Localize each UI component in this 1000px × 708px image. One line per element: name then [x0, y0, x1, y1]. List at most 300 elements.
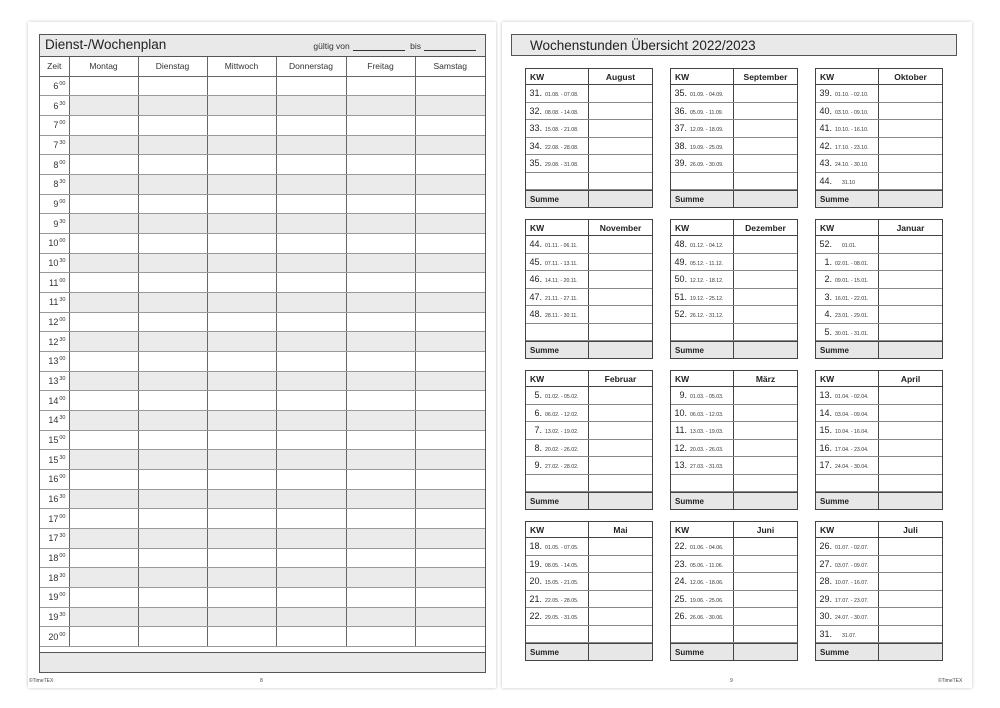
schedule-cell[interactable] — [346, 509, 415, 529]
schedule-cell[interactable] — [415, 587, 485, 607]
schedule-cell[interactable] — [276, 253, 346, 273]
hours-cell[interactable] — [734, 85, 797, 102]
week-number: 34. — [529, 140, 542, 151]
weekly-plan-header — [40, 35, 485, 57]
hours-cell[interactable] — [734, 324, 797, 341]
schedule-cell[interactable] — [415, 312, 485, 332]
schedule-cell[interactable] — [346, 233, 415, 253]
schedule-cell[interactable] — [69, 135, 138, 155]
hours-cell[interactable] — [734, 236, 797, 253]
valid-to-field[interactable] — [424, 43, 476, 51]
hours-cell[interactable] — [589, 289, 652, 306]
schedule-cell[interactable] — [346, 410, 415, 430]
week-label — [526, 405, 589, 422]
schedule-cell[interactable] — [346, 155, 415, 175]
schedule-cell[interactable] — [69, 469, 138, 489]
schedule-cell[interactable] — [138, 174, 207, 194]
month-name: Dezember — [745, 223, 786, 233]
schedule-cell[interactable] — [207, 627, 276, 647]
sum-row — [816, 190, 942, 207]
schedule-cell[interactable] — [346, 489, 415, 509]
hours-cell[interactable] — [589, 254, 652, 271]
schedule-cell[interactable] — [207, 253, 276, 273]
month-name: Oktober — [894, 72, 927, 82]
schedule-cell[interactable] — [276, 96, 346, 116]
sum-cell[interactable] — [589, 493, 652, 509]
week-date-range: 03.04. - 09.04. — [835, 411, 869, 418]
hours-cell[interactable] — [589, 608, 652, 625]
week-number: 20. — [529, 576, 542, 586]
schedule-cell[interactable] — [346, 587, 415, 607]
hours-cell[interactable] — [589, 155, 652, 172]
schedule-cell[interactable] — [69, 528, 138, 548]
schedule-cell[interactable] — [346, 76, 415, 96]
schedule-cell[interactable] — [69, 430, 138, 450]
sum-label: Summe — [671, 342, 734, 358]
hours-cell[interactable] — [879, 103, 942, 120]
schedule-cell[interactable] — [276, 292, 346, 312]
schedule-cell[interactable] — [138, 450, 207, 470]
schedule-cell[interactable] — [69, 587, 138, 607]
month-box-12 — [815, 521, 943, 661]
hours-cell[interactable] — [589, 538, 652, 555]
schedule-cell[interactable] — [415, 568, 485, 588]
hours-cell[interactable] — [589, 440, 652, 457]
hours-cell[interactable] — [879, 608, 942, 625]
schedule-cell[interactable] — [276, 332, 346, 352]
hours-cell[interactable] — [734, 155, 797, 172]
schedule-cell[interactable] — [415, 528, 485, 548]
schedule-cell[interactable] — [138, 76, 207, 96]
week-date-range: 27.02. - 28.02. — [545, 464, 579, 470]
time-row — [40, 351, 485, 371]
hours-cell[interactable] — [734, 103, 797, 120]
valid-from-field[interactable] — [353, 43, 405, 51]
schedule-cell[interactable] — [415, 233, 485, 253]
hours-cell[interactable] — [589, 85, 652, 102]
schedule-cell[interactable] — [415, 627, 485, 647]
sum-cell[interactable] — [734, 644, 797, 660]
hours-cell[interactable] — [589, 591, 652, 608]
week-label — [526, 440, 589, 457]
schedule-cell[interactable] — [207, 214, 276, 234]
schedule-cell[interactable] — [69, 391, 138, 411]
week-row — [816, 387, 942, 405]
schedule-cell[interactable] — [276, 430, 346, 450]
hours-cell[interactable] — [589, 387, 652, 404]
schedule-cell[interactable] — [138, 233, 207, 253]
schedule-cell[interactable] — [138, 115, 207, 135]
hours-cell[interactable] — [879, 538, 942, 555]
hours-cell[interactable] — [734, 475, 797, 492]
schedule-cell[interactable] — [276, 568, 346, 588]
schedule-cell[interactable] — [207, 607, 276, 627]
schedule-cell[interactable] — [138, 214, 207, 234]
schedule-cell[interactable] — [346, 135, 415, 155]
schedule-cell[interactable] — [346, 391, 415, 411]
schedule-cell[interactable] — [207, 450, 276, 470]
schedule-cell[interactable] — [207, 391, 276, 411]
hours-cell[interactable] — [734, 422, 797, 439]
hours-cell[interactable] — [589, 138, 652, 155]
schedule-cell[interactable] — [207, 430, 276, 450]
hours-cell[interactable] — [589, 422, 652, 439]
week-number: 42. — [819, 140, 832, 151]
schedule-cell[interactable] — [69, 292, 138, 312]
schedule-cell[interactable] — [346, 194, 415, 214]
week-label — [671, 306, 734, 323]
schedule-cell[interactable] — [276, 548, 346, 568]
schedule-cell[interactable] — [276, 351, 346, 371]
week-row — [526, 85, 652, 103]
schedule-cell[interactable] — [207, 587, 276, 607]
time-label — [40, 607, 69, 627]
schedule-cell[interactable] — [207, 194, 276, 214]
schedule-cell[interactable] — [69, 548, 138, 568]
schedule-cell[interactable] — [346, 214, 415, 234]
schedule-cell[interactable] — [69, 607, 138, 627]
schedule-cell[interactable] — [207, 568, 276, 588]
schedule-cell[interactable] — [415, 371, 485, 391]
week-date-range: 01.09. - 04.09. — [690, 92, 724, 98]
week-number: 14. — [819, 407, 832, 418]
schedule-cell[interactable] — [276, 194, 346, 214]
hours-cell[interactable] — [734, 405, 797, 422]
schedule-cell[interactable] — [207, 548, 276, 568]
hours-cell[interactable] — [734, 138, 797, 155]
sum-cell[interactable] — [734, 493, 797, 509]
schedule-cell[interactable] — [69, 489, 138, 509]
hours-cell[interactable] — [734, 608, 797, 625]
schedule-cell[interactable] — [138, 587, 207, 607]
schedule-cell[interactable] — [207, 469, 276, 489]
schedule-cell[interactable] — [276, 273, 346, 293]
hours-cell[interactable] — [734, 173, 797, 190]
week-label — [671, 573, 734, 590]
week-row — [526, 608, 652, 626]
schedule-cell[interactable] — [69, 233, 138, 253]
schedule-cell[interactable] — [276, 174, 346, 194]
time-row — [40, 233, 485, 253]
hours-cell[interactable] — [734, 254, 797, 271]
schedule-cell[interactable] — [346, 528, 415, 548]
schedule-cell[interactable] — [415, 292, 485, 312]
time-minute: 30 — [59, 257, 66, 264]
schedule-cell[interactable] — [415, 214, 485, 234]
schedule-cell[interactable] — [415, 76, 485, 96]
week-row — [671, 103, 797, 121]
schedule-cell[interactable] — [346, 548, 415, 568]
schedule-cell[interactable] — [138, 528, 207, 548]
schedule-cell[interactable] — [207, 509, 276, 529]
hours-cell[interactable] — [879, 120, 942, 137]
week-number: 16. — [819, 442, 832, 453]
hours-cell[interactable] — [879, 457, 942, 474]
schedule-cell[interactable] — [415, 273, 485, 293]
hours-cell[interactable] — [734, 538, 797, 555]
schedule-cell[interactable] — [207, 174, 276, 194]
hours-cell[interactable] — [879, 422, 942, 439]
schedule-cell[interactable] — [138, 351, 207, 371]
schedule-cell[interactable] — [415, 607, 485, 627]
schedule-cell[interactable] — [207, 155, 276, 175]
schedule-cell[interactable] — [138, 155, 207, 175]
hours-cell[interactable] — [734, 440, 797, 457]
schedule-cell[interactable] — [346, 115, 415, 135]
schedule-cell[interactable] — [138, 292, 207, 312]
hours-cell[interactable] — [589, 306, 652, 323]
schedule-cell[interactable] — [415, 155, 485, 175]
schedule-cell[interactable] — [207, 312, 276, 332]
schedule-cell[interactable] — [346, 371, 415, 391]
hours-cell[interactable] — [589, 173, 652, 190]
schedule-cell[interactable] — [69, 155, 138, 175]
schedule-cell[interactable] — [207, 332, 276, 352]
schedule-cell[interactable] — [69, 96, 138, 116]
schedule-cell[interactable] — [415, 430, 485, 450]
schedule-cell[interactable] — [69, 76, 138, 96]
schedule-cell[interactable] — [346, 351, 415, 371]
hours-cell[interactable] — [879, 387, 942, 404]
schedule-cell[interactable] — [276, 410, 346, 430]
schedule-cell[interactable] — [138, 96, 207, 116]
schedule-cell[interactable] — [276, 450, 346, 470]
schedule-cell[interactable] — [138, 607, 207, 627]
hours-cell[interactable] — [589, 626, 652, 643]
sum-cell[interactable] — [879, 644, 942, 660]
schedule-cell[interactable] — [276, 214, 346, 234]
schedule-cell[interactable] — [138, 627, 207, 647]
schedule-cell[interactable] — [415, 509, 485, 529]
hours-cell[interactable] — [734, 591, 797, 608]
week-row — [671, 556, 797, 574]
hours-cell[interactable] — [879, 475, 942, 492]
sum-cell[interactable] — [879, 191, 942, 207]
schedule-cell[interactable] — [138, 194, 207, 214]
schedule-cell[interactable] — [207, 115, 276, 135]
hours-cell[interactable] — [879, 236, 942, 253]
schedule-cell[interactable] — [276, 627, 346, 647]
schedule-cell[interactable] — [69, 214, 138, 234]
schedule-cell[interactable] — [415, 391, 485, 411]
schedule-cell[interactable] — [207, 528, 276, 548]
schedule-cell[interactable] — [276, 469, 346, 489]
schedule-cell[interactable] — [346, 430, 415, 450]
hours-cell[interactable] — [879, 440, 942, 457]
week-number: 26. — [674, 611, 687, 621]
schedule-cell[interactable] — [138, 469, 207, 489]
schedule-cell[interactable] — [415, 115, 485, 135]
sum-cell[interactable] — [589, 191, 652, 207]
schedule-cell[interactable] — [276, 391, 346, 411]
schedule-cell[interactable] — [69, 312, 138, 332]
schedule-cell[interactable] — [415, 351, 485, 371]
hours-cell[interactable] — [879, 306, 942, 323]
schedule-cell[interactable] — [276, 607, 346, 627]
hours-cell[interactable] — [589, 271, 652, 288]
hours-cell[interactable] — [879, 556, 942, 573]
schedule-cell[interactable] — [415, 194, 485, 214]
sum-cell[interactable] — [734, 191, 797, 207]
hours-cell[interactable] — [734, 457, 797, 474]
week-label — [671, 103, 734, 120]
schedule-cell[interactable] — [207, 96, 276, 116]
schedule-cell[interactable] — [346, 292, 415, 312]
hours-cell[interactable] — [589, 475, 652, 492]
schedule-cell[interactable] — [276, 587, 346, 607]
schedule-cell[interactable] — [346, 568, 415, 588]
schedule-cell[interactable] — [138, 371, 207, 391]
schedule-cell[interactable] — [207, 76, 276, 96]
schedule-cell[interactable] — [69, 509, 138, 529]
schedule-cell[interactable] — [276, 528, 346, 548]
schedule-cell[interactable] — [415, 489, 485, 509]
hours-cell[interactable] — [879, 271, 942, 288]
schedule-cell[interactable] — [69, 253, 138, 273]
schedule-cell[interactable] — [276, 76, 346, 96]
time-label — [40, 214, 69, 234]
schedule-cell[interactable] — [415, 548, 485, 568]
schedule-cell[interactable] — [346, 273, 415, 293]
schedule-cell[interactable] — [69, 568, 138, 588]
week-row — [816, 173, 942, 191]
schedule-cell[interactable] — [276, 115, 346, 135]
hours-cell[interactable] — [589, 556, 652, 573]
hours-cell[interactable] — [734, 289, 797, 306]
schedule-cell[interactable] — [69, 115, 138, 135]
hours-cell[interactable] — [589, 457, 652, 474]
schedule-cell[interactable] — [276, 371, 346, 391]
schedule-cell[interactable] — [346, 607, 415, 627]
schedule-cell[interactable] — [138, 489, 207, 509]
schedule-cell[interactable] — [346, 627, 415, 647]
hours-cell[interactable] — [879, 173, 942, 190]
schedule-cell[interactable] — [346, 96, 415, 116]
week-label — [816, 271, 879, 288]
schedule-cell[interactable] — [415, 174, 485, 194]
schedule-cell[interactable] — [138, 273, 207, 293]
schedule-cell[interactable] — [138, 135, 207, 155]
hours-cell[interactable] — [879, 138, 942, 155]
time-minute: 00 — [59, 356, 66, 363]
schedule-cell[interactable] — [346, 332, 415, 352]
schedule-cell[interactable] — [415, 450, 485, 470]
schedule-cell[interactable] — [207, 292, 276, 312]
schedule-cell[interactable] — [69, 627, 138, 647]
hours-cell[interactable] — [879, 85, 942, 102]
hours-cell[interactable] — [734, 120, 797, 137]
hours-cell[interactable] — [734, 573, 797, 590]
week-label — [526, 422, 589, 439]
hours-cell[interactable] — [879, 324, 942, 341]
schedule-cell[interactable] — [138, 410, 207, 430]
schedule-cell[interactable] — [69, 194, 138, 214]
schedule-cell[interactable] — [276, 509, 346, 529]
column-header-mittwoch: Mittwoch — [207, 57, 276, 76]
sum-cell[interactable] — [879, 493, 942, 509]
schedule-cell[interactable] — [415, 410, 485, 430]
schedule-cell[interactable] — [69, 273, 138, 293]
schedule-cell[interactable] — [207, 410, 276, 430]
hours-cell[interactable] — [589, 573, 652, 590]
schedule-cell[interactable] — [138, 509, 207, 529]
schedule-cell[interactable] — [415, 332, 485, 352]
month-box-1 — [525, 68, 653, 208]
hours-cell[interactable] — [589, 324, 652, 341]
week-row — [816, 457, 942, 475]
hours-cell[interactable] — [879, 405, 942, 422]
hours-cell[interactable] — [589, 120, 652, 137]
schedule-cell[interactable] — [138, 548, 207, 568]
schedule-cell[interactable] — [138, 430, 207, 450]
hours-cell[interactable] — [879, 591, 942, 608]
hours-cell[interactable] — [879, 573, 942, 590]
sum-cell[interactable] — [589, 342, 652, 358]
schedule-cell[interactable] — [69, 371, 138, 391]
schedule-cell[interactable] — [415, 469, 485, 489]
hours-cell[interactable] — [734, 271, 797, 288]
schedule-cell[interactable] — [276, 155, 346, 175]
schedule-cell[interactable] — [415, 135, 485, 155]
hours-cell[interactable] — [589, 405, 652, 422]
time-row — [40, 607, 485, 627]
schedule-cell[interactable] — [346, 174, 415, 194]
hours-cell[interactable] — [734, 387, 797, 404]
schedule-cell[interactable] — [415, 96, 485, 116]
schedule-cell[interactable] — [69, 450, 138, 470]
schedule-cell[interactable] — [69, 174, 138, 194]
schedule-cell[interactable] — [138, 568, 207, 588]
hours-cell[interactable] — [589, 103, 652, 120]
schedule-cell[interactable] — [346, 312, 415, 332]
schedule-cell[interactable] — [207, 371, 276, 391]
hours-cell[interactable] — [734, 556, 797, 573]
schedule-cell[interactable] — [415, 253, 485, 273]
time-hour: 14 — [48, 395, 59, 406]
sum-cell[interactable] — [589, 644, 652, 660]
schedule-cell[interactable] — [276, 312, 346, 332]
schedule-cell[interactable] — [69, 410, 138, 430]
schedule-cell[interactable] — [69, 332, 138, 352]
hours-cell[interactable] — [589, 236, 652, 253]
schedule-cell[interactable] — [276, 135, 346, 155]
schedule-cell[interactable] — [276, 489, 346, 509]
schedule-cell[interactable] — [207, 135, 276, 155]
hours-cell[interactable] — [879, 155, 942, 172]
schedule-cell[interactable] — [346, 450, 415, 470]
hours-cell[interactable] — [879, 289, 942, 306]
schedule-cell[interactable] — [346, 469, 415, 489]
schedule-cell[interactable] — [138, 332, 207, 352]
schedule-cell[interactable] — [138, 253, 207, 273]
schedule-cell[interactable] — [207, 233, 276, 253]
hours-cell[interactable] — [879, 626, 942, 643]
hours-cell[interactable] — [734, 306, 797, 323]
sum-cell[interactable] — [734, 342, 797, 358]
hours-cell[interactable] — [734, 626, 797, 643]
schedule-cell[interactable] — [276, 233, 346, 253]
schedule-cell[interactable] — [138, 312, 207, 332]
schedule-cell[interactable] — [346, 253, 415, 273]
schedule-cell[interactable] — [207, 489, 276, 509]
schedule-cell[interactable] — [207, 273, 276, 293]
week-label — [816, 573, 879, 590]
hours-cell[interactable] — [879, 254, 942, 271]
schedule-cell[interactable] — [207, 351, 276, 371]
schedule-cell[interactable] — [69, 351, 138, 371]
sum-cell[interactable] — [879, 342, 942, 358]
schedule-cell[interactable] — [138, 391, 207, 411]
